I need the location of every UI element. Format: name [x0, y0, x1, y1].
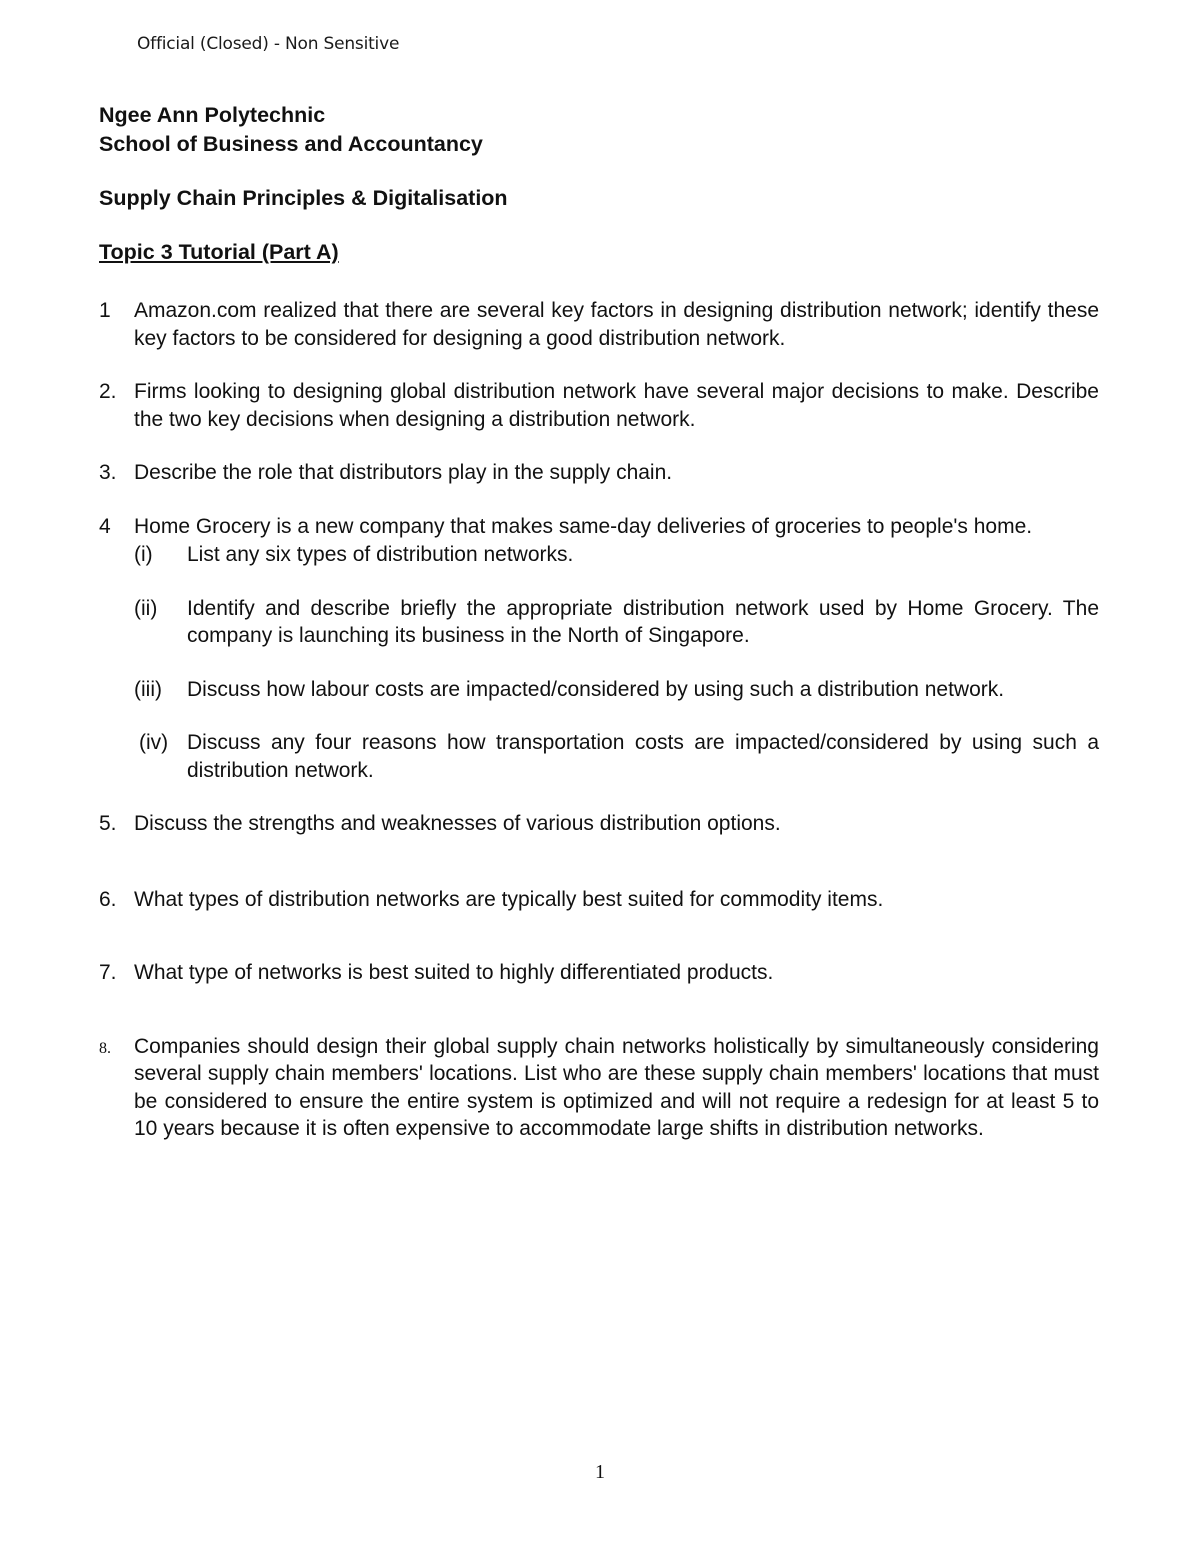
- sub-question-text: Discuss how labour costs are impacted/considered by using such a distribution network.: [187, 677, 1005, 701]
- question-text: Companies should design their global supply chain networks holistically by simultaneously considering several supply chain members' locations. List who are these supply chain members' locations that must be considered to ensure the entire system is optimized and will not require a redesign for at least 5 to 10 years because it is often expensive to accommodate large shifts in distribution networks.: [134, 1034, 1099, 1140]
- document-header: [99, 101, 1099, 267]
- sub-question-item: [134, 676, 1099, 704]
- question-item: [99, 297, 1099, 352]
- question-number: 6.: [99, 887, 117, 911]
- topic-title: Topic 3 Tutorial (Part A): [99, 240, 339, 264]
- question-text: Firms looking to designing global distribution network have several major decisions to make. Describe the two key decisions when designing a distribution network.: [134, 380, 1099, 431]
- question-list: [99, 297, 1099, 1143]
- question-text: Home Grocery is a new company that makes same-day deliveries of groceries to people's home.: [134, 514, 1033, 538]
- question-item: [99, 459, 1099, 487]
- question-text: Discuss the strengths and weaknesses of various distribution options.: [134, 812, 781, 835]
- question-text: Amazon.com realized that there are several key factors in designing distribution network; identify these key factors to be considered for designing a good distribution network.: [134, 299, 1099, 350]
- question-number: 2.: [99, 380, 117, 403]
- sub-question-text: Discuss any four reasons how transportation costs are impacted/considered by using such a distribution network.: [187, 731, 1099, 782]
- sub-question-item: [134, 541, 1099, 569]
- page-number: 1: [595, 1461, 605, 1483]
- question-number: 1: [99, 299, 111, 322]
- sub-question-number: (iii): [134, 677, 162, 701]
- question-text: What types of distribution networks are typically best suited for commodity items.: [134, 887, 884, 911]
- question-number: 7.: [99, 961, 117, 984]
- sub-question-item: [134, 729, 1099, 784]
- question-text: Describe the role that distributors play in the supply chain.: [134, 461, 673, 484]
- sub-question-number: (iv): [139, 731, 169, 754]
- institution-name: Ngee Ann Polytechnic: [99, 103, 326, 127]
- question-item: [99, 378, 1099, 433]
- question-item: [99, 513, 1099, 785]
- sub-question-text: Identify and describe briefly the appropriate distribution network used by Home Grocery. The company is launching its business in the North of Singapore.: [187, 596, 1099, 647]
- sub-question-list: [134, 541, 1099, 784]
- question-text: What type of networks is best suited to highly differentiated products.: [134, 961, 774, 984]
- question-number: 3.: [99, 461, 117, 484]
- sub-question-number: (ii): [134, 596, 158, 620]
- school-name: School of Business and Accountancy: [99, 132, 483, 156]
- sub-question-number: (i): [134, 543, 153, 566]
- question-item: [99, 886, 1099, 914]
- question-number: 4: [99, 514, 111, 538]
- question-number: 5.: [99, 812, 117, 835]
- course-title: Supply Chain Principles & Digitalisation: [99, 186, 508, 210]
- question-number: 8.: [99, 1039, 111, 1057]
- question-item: [99, 1033, 1099, 1143]
- sub-question-item: [134, 595, 1099, 650]
- classification-label: Official (Closed) - Non Sensitive: [137, 34, 400, 54]
- question-item: [99, 959, 1099, 987]
- sub-question-text: List any six types of distribution networks.: [187, 543, 574, 566]
- question-item: [99, 810, 1099, 838]
